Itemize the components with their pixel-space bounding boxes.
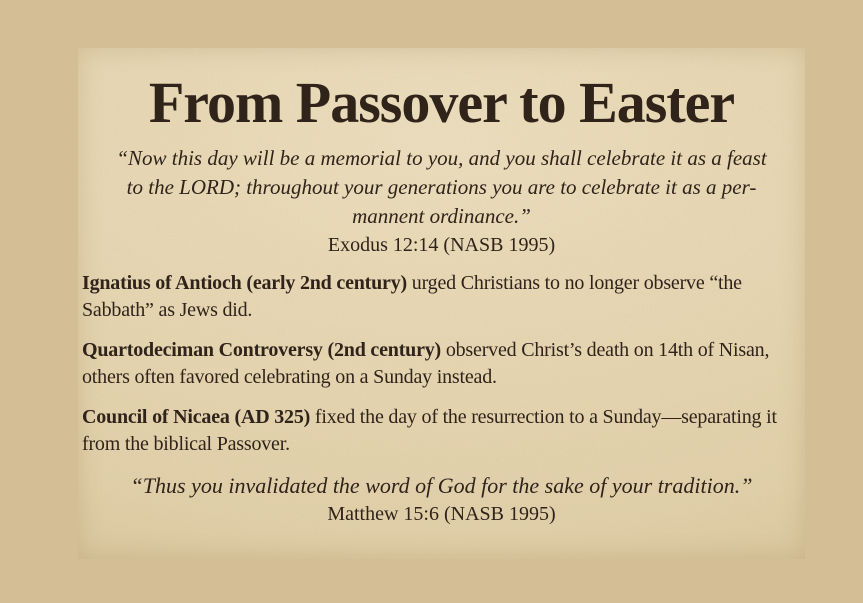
- opening-quote-line-3: mannent ordinance.”: [352, 204, 531, 228]
- event-quartodeciman-lead: Quartodeciman Controversy (2nd century): [82, 339, 442, 361]
- opening-quote-line-2: to the LORD; throughout your generations you are to celebrate it as a per-: [126, 175, 757, 199]
- page-title: From Passover to Easter: [148, 70, 735, 135]
- opening-quote: [82, 144, 801, 259]
- event-quartodeciman: [82, 337, 801, 391]
- event-nicaea-lead: Council of Nicaea (AD 325): [82, 406, 311, 428]
- event-quartodeciman-text: observed Christ’s death on 14th of Nisan, others often favored celebrating on a Sunday instead.: [82, 339, 770, 388]
- closing-quote-line: “Thus you invalidated the word of God for the sake of your tradition.”: [130, 473, 753, 498]
- opening-quote-line-1: “Now this day will be a memorial to you, and you shall celebrate it as a feast: [116, 146, 767, 170]
- slide-content: [78, 48, 805, 528]
- parchment-panel: [78, 48, 805, 559]
- closing-quote: [82, 471, 801, 528]
- closing-quote-attribution: Matthew 15:6 (NASB 1995): [327, 503, 556, 525]
- event-ignatius: [82, 270, 801, 324]
- event-ignatius-lead: Ignatius of Antioch (early 2nd century): [82, 272, 407, 294]
- event-nicaea: [82, 404, 801, 458]
- event-list: [82, 270, 801, 458]
- event-ignatius-text: urged Christians to no longer observe “the Sabbath” as Jews did.: [82, 272, 742, 321]
- opening-quote-attribution: Exodus 12:14 (NASB 1995): [327, 234, 556, 256]
- event-nicaea-text: fixed the day of the resurrection to a Sunday—separating it from the biblical Passover.: [82, 406, 777, 455]
